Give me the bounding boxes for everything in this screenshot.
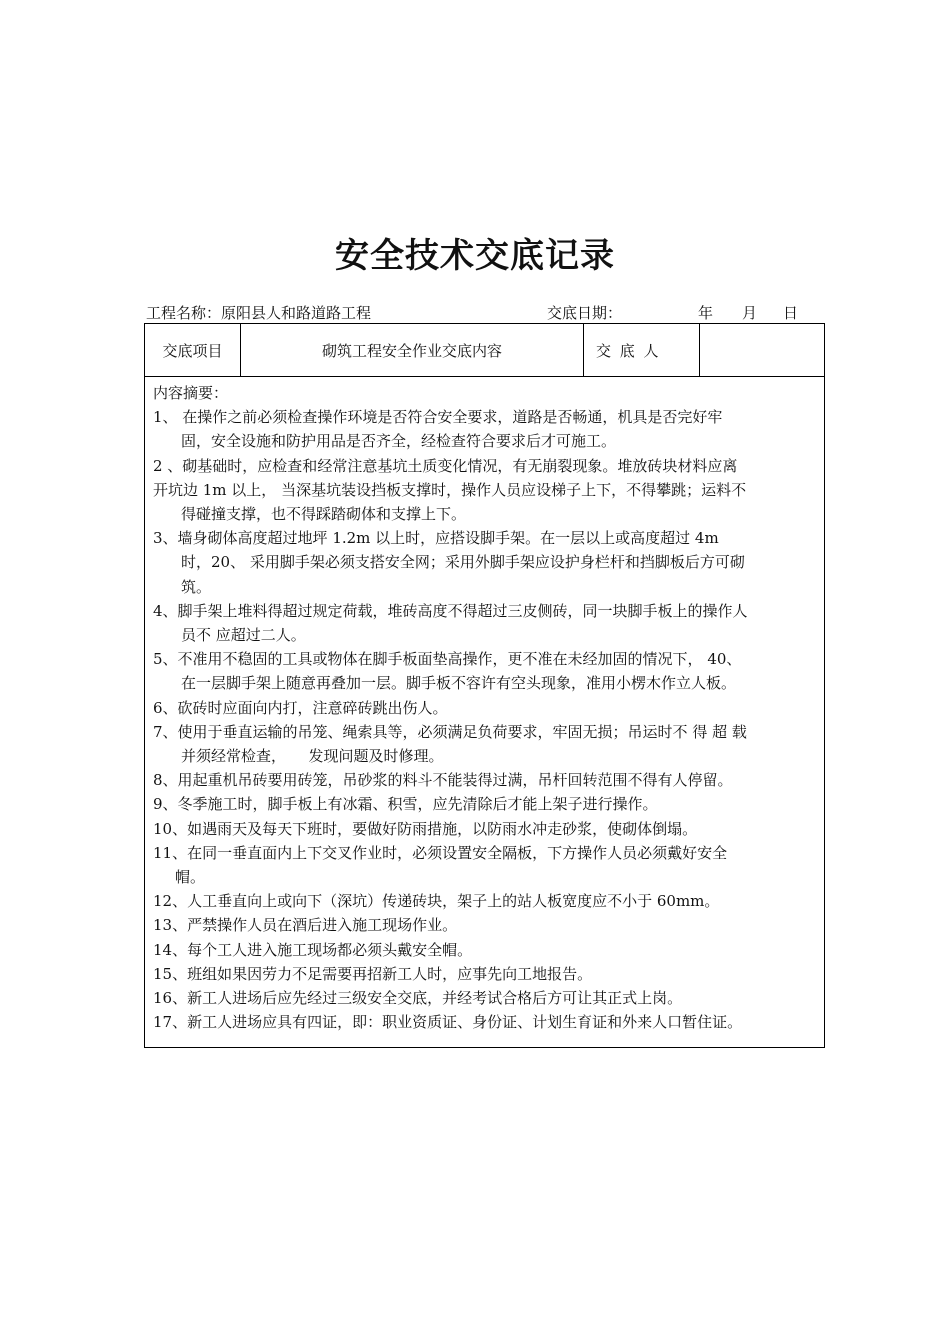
list-item — [153, 647, 816, 695]
item-line: 15、班组如果因劳力不足需要再招新工人时，应事先向工地报告。 — [153, 964, 593, 983]
person-value-cell — [700, 324, 824, 376]
list-item — [153, 454, 816, 527]
item-line: 帽。 — [175, 868, 206, 887]
list-item — [153, 792, 816, 816]
list-item — [153, 768, 816, 792]
item-line: 11、在同一垂直面内上下交叉作业时，必须设置安全隔板，下方操作人员必须戴好安全 — [153, 843, 728, 862]
list-item — [153, 696, 816, 720]
item-line: 10、如遇雨天及每天下班时，要做好防雨措施，以防雨水冲走砂浆，使砌体倒塌。 — [153, 819, 698, 838]
item-line: 16、新工人进场后应先经过三级安全交底，并经考试合格后方可让其正式上岗。 — [153, 989, 683, 1008]
day-label: 日 — [783, 304, 799, 322]
list-item — [153, 599, 816, 647]
item-line: 在一层脚手架上随意再叠加一层。脚手板不容许有空头现象，准用小楞木作立人板。 — [181, 674, 737, 693]
item-line: 5、不准用不稳固的工具或物体在脚手板面垫高操作，更不准在未经加固的情况下， 40、 — [153, 650, 742, 669]
item-line: 并须经常检查， 发现问题及时修理。 — [181, 747, 444, 766]
list-item — [153, 962, 816, 986]
content-summary — [145, 377, 824, 1034]
item-line: 3、墙身砌体高度超过地坪 1.2m 以上时，应搭设脚手架。在一层以上或高度超过 4m — [153, 529, 719, 548]
item-line: 固，安全设施和防护用品是否齐全，经检查符合要求后才可施工。 — [181, 432, 617, 451]
item-line: 7、使用于垂直运输的吊笼、绳索具等，必须满足负荷要求，牢固无损；吊运时不 得 超 载 — [153, 722, 747, 741]
item-line: 开坑边 1m 以上， 当深基坑装设挡板支撑时，操作人员应设梯子上下，不得攀跳；运料不 — [153, 480, 747, 499]
date-label: 交底日期： — [547, 304, 623, 322]
item-value-cell: 砌筑工程安全作业交底内容 — [241, 324, 584, 376]
item-label-cell: 交底项目 — [145, 324, 241, 376]
list-item — [153, 817, 816, 841]
list-item — [153, 720, 816, 768]
month-label: 月 — [742, 304, 758, 322]
list-item — [153, 913, 816, 937]
list-item — [153, 1010, 816, 1034]
item-line: 得碰撞支撑，也不得踩踏砌体和支撑上下。 — [181, 505, 467, 524]
item-line: 12、人工垂直向上或向下（深坑）传递砖块，架子上的站人板宽度应不小于 60mm。 — [153, 892, 720, 911]
header-row — [145, 324, 824, 377]
item-line: 13、严禁操作人员在酒后进入施工现场作业。 — [153, 916, 458, 935]
item-line: 时，20、 采用脚手架必须支搭安全网；采用外脚手架应设护身栏杆和挡脚板后方可砌 — [181, 553, 745, 572]
item-line: 14、每个工人进入施工现场都必须头戴安全帽。 — [153, 940, 473, 959]
list-item — [153, 889, 816, 913]
list-item — [153, 986, 816, 1010]
item-line: 6、砍砖时应面向内打，注意碎砖跳出伤人。 — [153, 698, 448, 717]
person-label-cell: 交 底 人 — [584, 324, 700, 376]
list-item — [153, 938, 816, 962]
item-line: 筑。 — [181, 577, 212, 596]
item-line: 4、脚手架上堆料得超过规定荷载，堆砖高度不得超过三皮侧砖，同一块脚手板上的操作人 — [153, 601, 748, 620]
item-line: 9、冬季施工时，脚手板上有冰霜、积雪，应先清除后才能上架子进行操作。 — [153, 795, 658, 814]
year-label: 年 — [698, 304, 714, 322]
item-line: 8、用起重机吊砖要用砖笼，吊砂浆的料斗不能装得过满，吊杆回转范围不得有人停留。 — [153, 771, 733, 790]
project-name: 工程名称：原阳县人和路道路工程 — [146, 304, 372, 322]
item-line: 17、新工人进场应具有四证，即：职业资质证、身份证、计划生育证和外来人口暂住证。 — [153, 1013, 743, 1032]
record-table — [144, 323, 825, 1048]
item-line: 2 、砌基础时，应检查和经常注意基坑土质变化情况，有无崩裂现象。堆放砖块材料应离 — [153, 456, 738, 475]
list-item — [153, 405, 816, 453]
item-line: 1、 在操作之前必须检查操作环境是否符合安全要求，道路是否畅通，机具是否完好牢 — [153, 408, 723, 427]
summary-label: 内容摘要： — [153, 384, 229, 402]
item-line: 员不 应超过二人。 — [181, 626, 306, 645]
list-item — [153, 841, 816, 889]
page-title: 安全技术交底记录 — [335, 236, 615, 276]
list-item — [153, 526, 816, 599]
